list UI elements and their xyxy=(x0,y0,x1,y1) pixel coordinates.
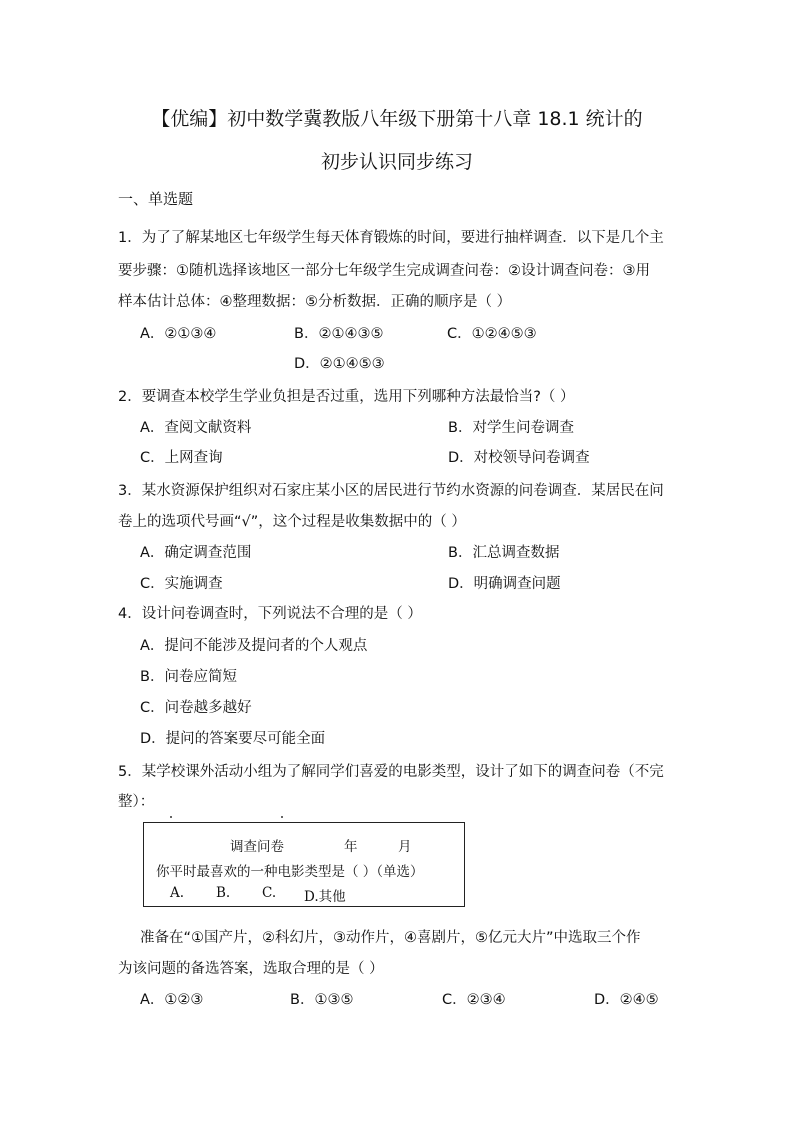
q4-option-a: A．提问不能涉及提问者的个人观点 xyxy=(140,638,368,654)
q5-option-d: D．②④⑤ xyxy=(594,992,659,1008)
q2-option-c: C．上网查询 xyxy=(140,450,223,466)
q5-option-c: C．②③④ xyxy=(442,992,506,1008)
q1-option-c: C．①②④⑤③ xyxy=(447,326,537,342)
questionnaire-title: 调查问卷 xyxy=(230,839,284,855)
q4-stem: 4．设计问卷调查时，下列说法不合理的是（ ） xyxy=(118,606,422,622)
questionnaire-question: 你平时最喜欢的一种电影类型是（ ）（单选） xyxy=(156,864,424,880)
doc-title-line-2: 初步认识同步练习 xyxy=(320,151,473,173)
q1-option-b: B．②①④③⑤ xyxy=(294,326,384,342)
questionnaire-year: 年 xyxy=(344,839,358,855)
q5-stem-line-4: 为该问题的备选答案，选取合理的是（ ） xyxy=(118,961,384,977)
scan-speck xyxy=(170,816,172,818)
section-heading: 一、单选题 xyxy=(118,190,194,208)
questionnaire-month: 月 xyxy=(398,839,412,855)
q4-option-d: D．提问的答案要尽可能全面 xyxy=(140,731,326,747)
q1-option-d: D．②①④⑤③ xyxy=(294,356,385,372)
q4-option-b: B．问卷应简短 xyxy=(140,669,237,685)
q5-option-b: B．①③⑤ xyxy=(290,992,354,1008)
q5-stem-line-3: 准备在“①国产片，②科幻片，③动作片，④喜剧片，⑤亿元大片”中选取三个作 xyxy=(140,930,641,946)
q5-stem-line-2: 整）： xyxy=(118,794,155,810)
questionnaire-option-b: B. xyxy=(216,885,231,901)
q3-option-a: A．确定调查范围 xyxy=(140,545,252,561)
q2-option-d: D．对校领导问卷调查 xyxy=(448,450,590,466)
q1-option-a: A．②①③④ xyxy=(140,326,217,342)
q3-stem-line-2: 卷上的选项代号画“√”，这个过程是收集数据中的（ ） xyxy=(118,514,466,530)
questionnaire-option-c: C. xyxy=(262,885,277,901)
questionnaire-option-d: D.其他 xyxy=(304,889,346,905)
q1-stem-line-2: 要步骤：①随机选择该地区一部分七年级学生完成调查问卷：②设计调查问卷：③用 xyxy=(118,263,650,279)
scan-speck xyxy=(281,816,283,818)
q3-option-b: B．汇总调查数据 xyxy=(448,545,560,561)
q2-option-a: A．查阅文献资料 xyxy=(140,420,252,436)
q4-option-c: C．问卷越多越好 xyxy=(140,700,252,716)
q2-option-b: B．对学生问卷调查 xyxy=(448,420,574,436)
q1-stem-line-3: 样本估计总体：④整理数据：⑤分析数据．正确的顺序是（ ） xyxy=(118,294,512,310)
q3-option-c: C．实施调查 xyxy=(140,576,223,592)
q2-stem: 2．要调查本校学生学业负担是否过重，选用下列哪种方法最恰当?（ ） xyxy=(118,389,575,405)
questionnaire-figure xyxy=(143,822,465,907)
q5-option-a: A．①②③ xyxy=(140,992,204,1008)
questionnaire-option-a: A. xyxy=(170,885,185,901)
q1-stem-line-1: 1．为了了解某地区七年级学生每天体育锻炼的时间，要进行抽样调查．以下是几个主 xyxy=(118,230,664,246)
doc-title-line-1: 【优编】初中数学冀教版八年级下册第十八章 18.1 统计的 xyxy=(151,108,643,130)
q3-stem-line-1: 3．某水资源保护组织对石家庄某小区的居民进行节约水资源的问卷调查．某居民在问 xyxy=(118,483,664,499)
q5-stem-line-1: 5．某学校课外活动小组为了解同学们喜爱的电影类型，设计了如下的调查问卷（不完 xyxy=(118,764,664,780)
q3-option-d: D．明确调查问题 xyxy=(448,576,561,592)
